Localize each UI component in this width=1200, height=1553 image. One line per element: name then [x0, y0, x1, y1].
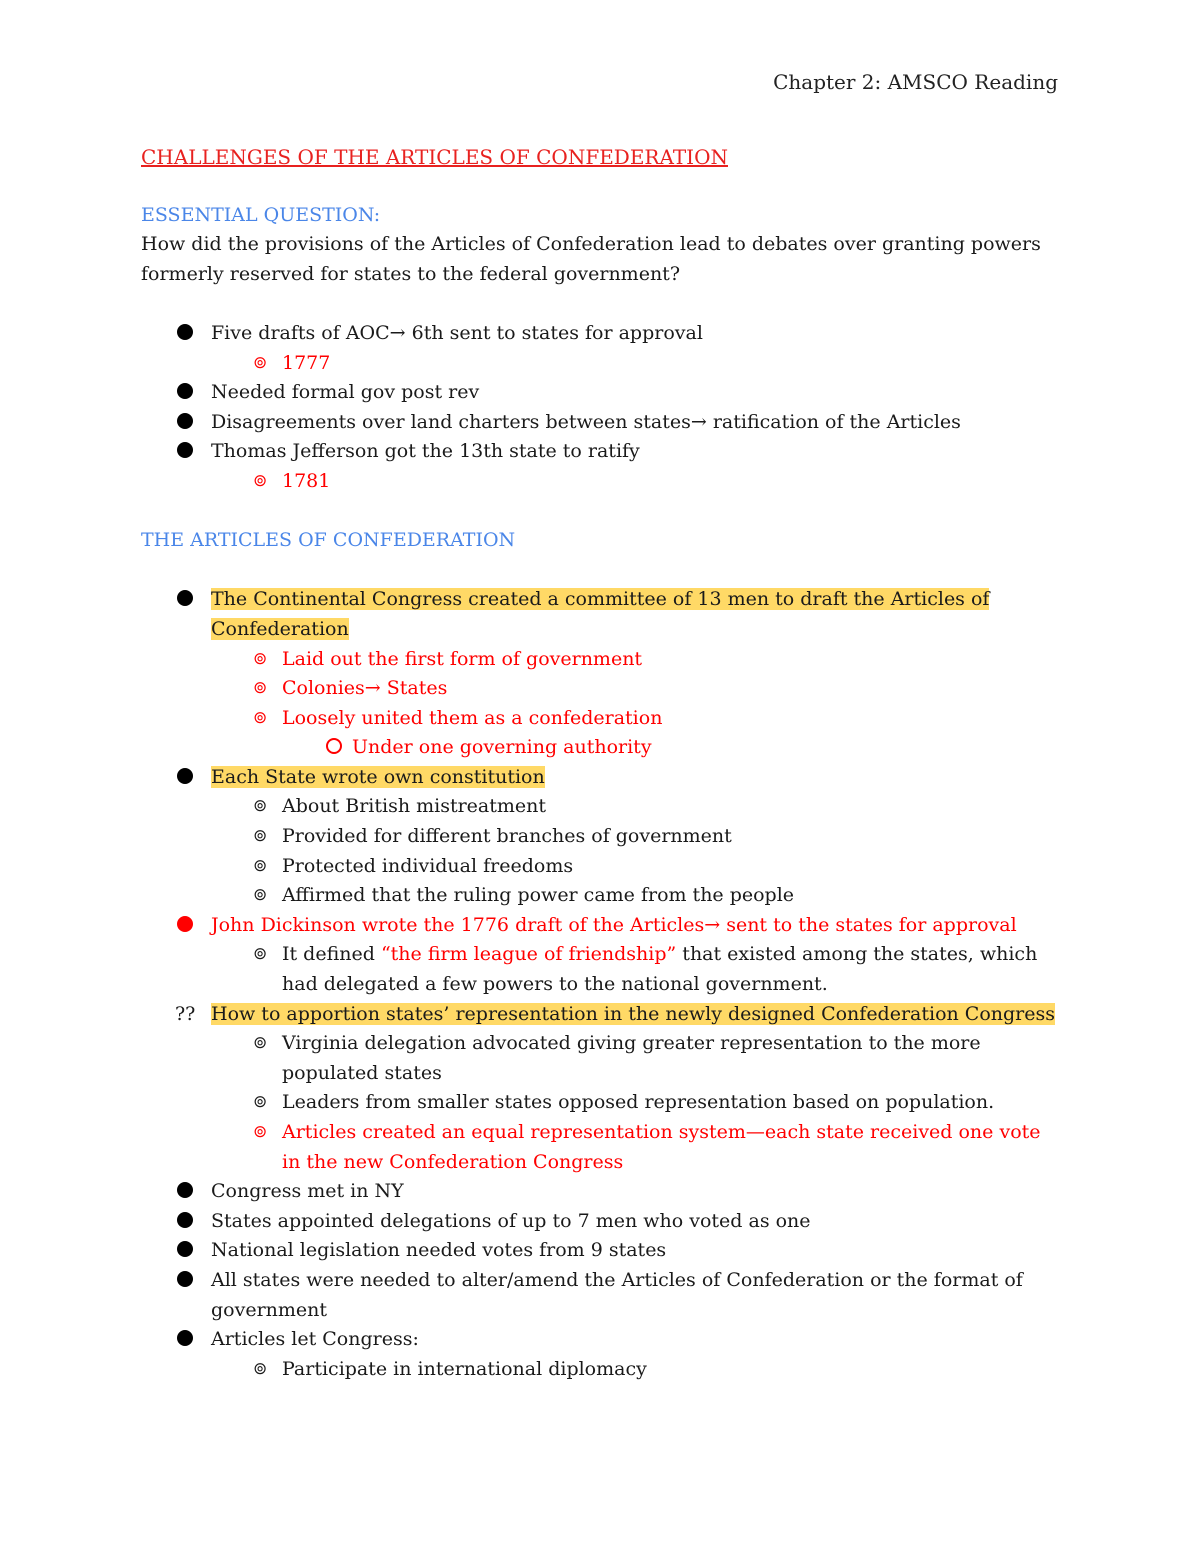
ring-bullet-icon: ⊚	[253, 944, 268, 965]
bullet-icon	[177, 585, 193, 615]
ring-bullet-icon: ⊚	[253, 1358, 268, 1379]
ring-bullet-icon: ⊚	[253, 826, 268, 847]
bullet-icon	[177, 1266, 193, 1296]
hollow-circle-bullet-icon	[326, 733, 342, 763]
essential-question-text: How did the provisions of the Articles of Confederation lead to debates over granting powers formerly reserved for states to the federal government?	[141, 233, 1041, 285]
list-item: The Continental Congress created a committee of 13 men to draft the Articles of Confederation	[141, 585, 1061, 644]
list-item: ⊚ Affirmed that the ruling power came from the people	[141, 881, 1061, 911]
list-item: All states were needed to alter/amend the Articles of Confederation or the format of government	[141, 1266, 1061, 1325]
list-item: National legislation needed votes from 9 states	[141, 1236, 1061, 1266]
document-title: CHALLENGES OF THE ARTICLES OF CONFEDERATION	[141, 145, 728, 169]
list-item: ⊚ Leaders from smaller states opposed representation based on population.	[141, 1088, 1061, 1118]
ring-bullet-icon: ⊚	[253, 1092, 268, 1113]
ring-bullet-icon: ⊚	[253, 796, 268, 817]
bullet-icon	[177, 763, 193, 793]
list-item: ⊚ Laid out the first form of government	[141, 645, 1061, 675]
list-item: States appointed delegations of up to 7 men who voted as one	[141, 1207, 1061, 1237]
bullet-icon	[177, 1177, 193, 1207]
ring-bullet-icon: ⊚	[253, 1122, 268, 1142]
list-item: Thomas Jefferson got the 13th state to ratify	[141, 437, 1061, 467]
list-item: ⊚ Loosely united them as a confederation	[141, 704, 1061, 734]
list-item: ⊚ It defined “the firm league of friendship” that existed among the states, which had delegated a few powers to the national government.	[141, 940, 1061, 999]
list-item: ⊚ Articles created an equal representation system—each state received one vote in the new Confederation Congress	[141, 1118, 1061, 1177]
bullet-icon	[177, 408, 193, 438]
list-item: ⊚ Protected individual freedoms	[141, 852, 1061, 882]
list-item: Each State wrote own constitution	[141, 763, 1061, 793]
list-item: ⊚ 1777	[141, 349, 1061, 379]
essential-question-label: ESSENTIAL QUESTION:	[141, 203, 381, 226]
list-item: Five drafts of AOC→ 6th sent to states for approval	[141, 319, 1061, 349]
question-marker: ??	[175, 1002, 196, 1025]
ring-bullet-icon: ⊚	[253, 1033, 268, 1054]
ring-bullet-icon: ⊚	[253, 855, 268, 876]
bullet-icon	[177, 378, 193, 408]
ring-bullet-icon: ⊚	[253, 885, 268, 906]
list-item: Under one governing authority	[141, 733, 1061, 763]
list-item: ?? How to apportion states’ representation in the newly designed Confederation Congress	[141, 1000, 1061, 1030]
bullet-icon	[177, 1236, 193, 1266]
document-body	[141, 143, 1061, 1384]
list-item: Needed formal gov post rev	[141, 378, 1061, 408]
ring-bullet-icon: ⊚	[253, 470, 268, 491]
ring-bullet-icon: ⊚	[253, 707, 268, 728]
list-item: Congress met in NY	[141, 1177, 1061, 1207]
list-item: Articles let Congress:	[141, 1325, 1061, 1355]
bullet-icon	[177, 1325, 193, 1355]
red-bullet-icon	[177, 911, 193, 941]
page-header: Chapter 2: AMSCO Reading	[773, 70, 1058, 94]
bullet-icon	[177, 319, 193, 349]
list-item: ⊚ 1781	[141, 467, 1061, 497]
section-heading: THE ARTICLES OF CONFEDERATION	[141, 529, 516, 552]
list-item: ⊚ Participate in international diplomacy	[141, 1355, 1061, 1385]
list-item: Disagreements over land charters between states→ ratification of the Articles	[141, 408, 1061, 438]
ring-bullet-icon: ⊚	[253, 678, 268, 699]
list-item: John Dickinson wrote the 1776 draft of the Articles→ sent to the states for approval	[141, 911, 1061, 941]
bullet-icon	[177, 1207, 193, 1237]
ring-bullet-icon: ⊚	[253, 648, 268, 669]
ring-bullet-icon: ⊚	[253, 352, 268, 373]
list-item: ⊚ Provided for different branches of government	[141, 822, 1061, 852]
list-item: ⊚ Virginia delegation advocated giving greater representation to the more populated states	[141, 1029, 1061, 1088]
list-item: ⊚ Colonies→ States	[141, 674, 1061, 704]
bullet-icon	[177, 437, 193, 467]
list-item: ⊚ About British mistreatment	[141, 792, 1061, 822]
